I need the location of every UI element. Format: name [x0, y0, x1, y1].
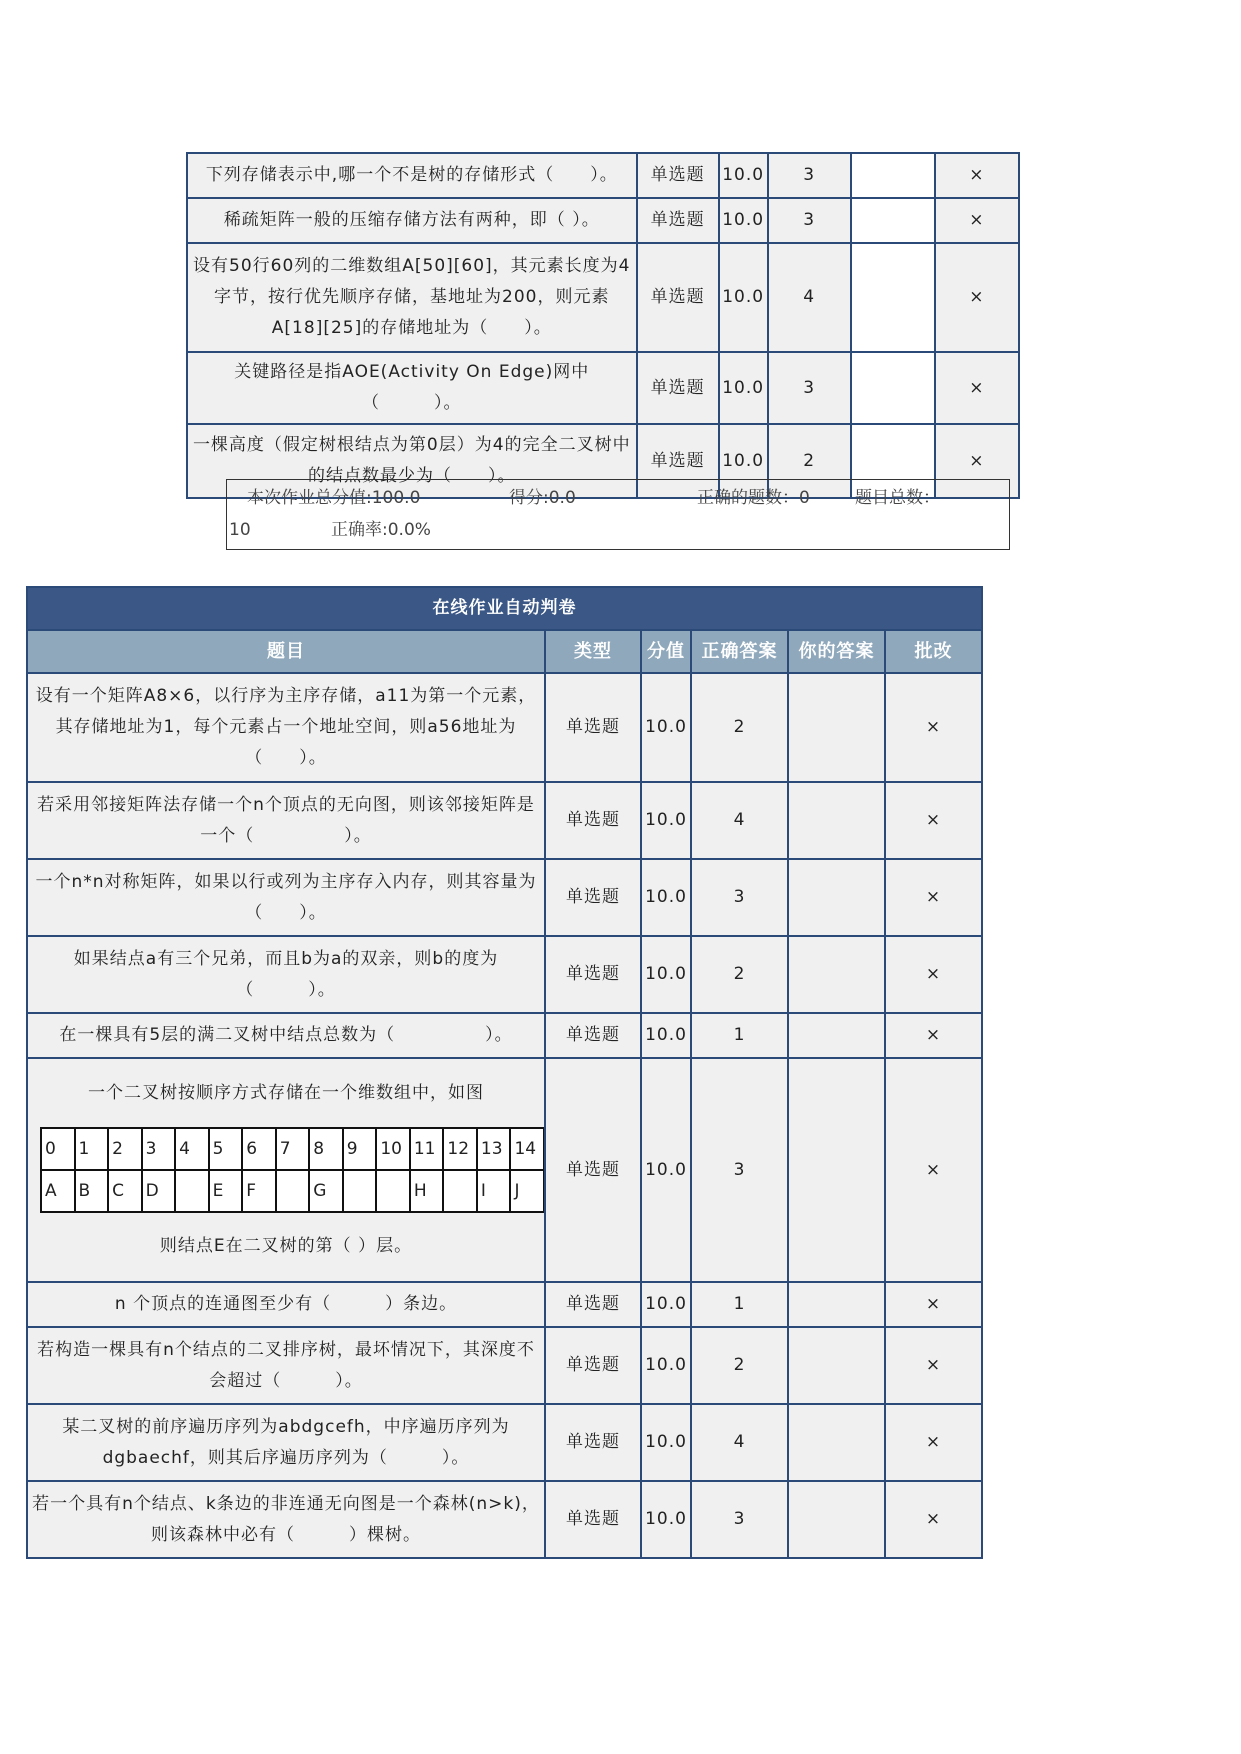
- question-type: 单选题: [545, 1282, 641, 1327]
- wrong-mark-icon: ×: [885, 1481, 982, 1558]
- wrong-mark-icon: ×: [935, 153, 1019, 198]
- question-score: 10.0: [641, 1481, 691, 1558]
- your-answer: [851, 352, 935, 424]
- header-correct-answer: 正确答案: [691, 630, 788, 673]
- table-row: [27, 859, 982, 936]
- question-text: 若采用邻接矩阵法存储一个n个顶点的无向图，则该邻接矩阵是一个（ ）。: [27, 782, 545, 859]
- your-answer: [788, 1282, 885, 1327]
- total-questions-label: 题目总数：: [855, 488, 940, 508]
- question-score: 10.0: [641, 782, 691, 859]
- question-type: 单选题: [545, 1327, 641, 1404]
- question-text: 下列存储表示中,哪一个不是树的存储形式（ ）。: [187, 153, 637, 198]
- array-index-cell: 0: [41, 1128, 75, 1170]
- question-score: 10.0: [719, 243, 768, 352]
- correct-answer: 3: [691, 1481, 788, 1558]
- array-index-cell: 4: [175, 1128, 209, 1170]
- array-value-cell: B: [75, 1170, 109, 1212]
- your-answer: [788, 936, 885, 1013]
- question-type: 单选题: [637, 424, 719, 498]
- correct-answer: 4: [691, 782, 788, 859]
- wrong-mark-icon: ×: [885, 936, 982, 1013]
- array-value-cell: E: [209, 1170, 243, 1212]
- correct-count-text: 正确的题数：0: [697, 488, 810, 508]
- question-score: 10.0: [641, 1013, 691, 1058]
- your-answer: [851, 243, 935, 352]
- wrong-mark-icon: ×: [885, 1327, 982, 1404]
- array-value-cell: A: [41, 1170, 75, 1212]
- question-text: [27, 1058, 545, 1282]
- question-text: 某二叉树的前序遍历序列为abdgcefh，中序遍历序列为dgbaechf，则其后序遍历序列为（ ）。: [27, 1404, 545, 1481]
- question-type: 单选题: [545, 1404, 641, 1481]
- question-type: 单选题: [545, 782, 641, 859]
- wrong-mark-icon: ×: [935, 352, 1019, 424]
- correct-answer: 2: [691, 1327, 788, 1404]
- array-index-cell: 7: [276, 1128, 310, 1170]
- score-summary: [226, 479, 1010, 550]
- table-row: [27, 782, 982, 859]
- array-diagram: [40, 1127, 545, 1213]
- correct-answer: 3: [768, 352, 851, 424]
- question-type: 单选题: [545, 859, 641, 936]
- question-text: n 个顶点的连通图至少有（ ）条边。: [27, 1282, 545, 1327]
- header-score: 分值: [641, 630, 691, 673]
- wrong-mark-icon: ×: [885, 782, 982, 859]
- table-row: [27, 1481, 982, 1558]
- wrong-mark-icon: ×: [935, 198, 1019, 243]
- array-index-cell: 14: [510, 1128, 544, 1170]
- table-title-row: [27, 587, 982, 630]
- your-answer: [851, 153, 935, 198]
- array-value-cell: C: [108, 1170, 142, 1212]
- wrong-mark-icon: ×: [885, 673, 982, 782]
- array-index-row: [41, 1128, 544, 1170]
- table-row: [187, 153, 1019, 198]
- your-answer: [788, 1404, 885, 1481]
- array-value-cell: J: [510, 1170, 544, 1212]
- array-index-cell: 10: [376, 1128, 410, 1170]
- wrong-mark-icon: ×: [885, 859, 982, 936]
- wrong-mark-icon: ×: [885, 1013, 982, 1058]
- question-type: 单选题: [545, 1013, 641, 1058]
- question-text: 若构造一棵具有n个结点的二叉排序树，最坏情况下，其深度不会超过（ ）。: [27, 1327, 545, 1404]
- your-answer: [788, 1481, 885, 1558]
- header-mark: 批改: [885, 630, 982, 673]
- question-text: 一个n*n对称矩阵，如果以行或列为主序存入内存，则其容量为（ ）。: [27, 859, 545, 936]
- your-answer: [788, 1058, 885, 1282]
- array-value-cell: H: [410, 1170, 444, 1212]
- array-value-cell: I: [477, 1170, 511, 1212]
- correct-answer: 2: [768, 424, 851, 498]
- array-index-cell: 13: [477, 1128, 511, 1170]
- question-text: 稀疏矩阵一般的压缩存储方法有两种，即（ ）。: [187, 198, 637, 243]
- wrong-mark-icon: ×: [935, 243, 1019, 352]
- array-index-cell: 5: [209, 1128, 243, 1170]
- question-text: 一棵高度（假定树根结点为第0层）为4的完全二叉树中的结点数最少为（ ）。: [187, 424, 637, 498]
- correct-answer: 3: [691, 1058, 788, 1282]
- array-index-cell: 6: [242, 1128, 276, 1170]
- question-score: 10.0: [719, 424, 768, 498]
- array-index-cell: 9: [343, 1128, 377, 1170]
- your-answer: [788, 782, 885, 859]
- obtained-score-text: 得分:0.0: [509, 488, 576, 508]
- table-title: 在线作业自动判卷: [27, 587, 982, 630]
- question-text: 若一个具有n个结点、k条边的非连通无向图是一个森林(n>k)，则该森林中必有（ ）棵树。: [27, 1481, 545, 1558]
- header-type: 类型: [545, 630, 641, 673]
- array-index-cell: 8: [309, 1128, 343, 1170]
- question-score: 10.0: [641, 673, 691, 782]
- question-text: 设有50行60列的二维数组A[50][60]，其元素长度为4字节，按行优先顺序存储，基地址为200，则元素A[18][25]的存储地址为（ ）。: [187, 243, 637, 352]
- array-value-row: [41, 1170, 544, 1212]
- correct-answer: 3: [691, 859, 788, 936]
- question-text: 在一棵具有5层的满二叉树中结点总数为（ ）。: [27, 1013, 545, 1058]
- question-score: 10.0: [719, 198, 768, 243]
- your-answer: [788, 1013, 885, 1058]
- total-questions-value: 10: [229, 520, 251, 540]
- table-row: [187, 198, 1019, 243]
- question-text: 设有一个矩阵A8×6，以行序为主序存储，a11为第一个元素，其存储地址为1，每个元素占一个地址空间，则a56地址为（ ）。: [27, 673, 545, 782]
- question-type: 单选题: [637, 243, 719, 352]
- table-row: [187, 352, 1019, 424]
- question-text: 如果结点a有三个兄弟，而且b为a的双亲，则b的度为（ ）。: [27, 936, 545, 1013]
- array-value-cell: [376, 1170, 410, 1212]
- table-row: [27, 1058, 982, 1282]
- array-value-cell: [443, 1170, 477, 1212]
- array-index-cell: 2: [108, 1128, 142, 1170]
- array-index-cell: 11: [410, 1128, 444, 1170]
- array-value-cell: [175, 1170, 209, 1212]
- question-text-outro: 则结点E在二叉树的第（ ）层。: [159, 1236, 413, 1256]
- table-row: [187, 243, 1019, 352]
- your-answer: [788, 859, 885, 936]
- wrong-mark-icon: ×: [885, 1404, 982, 1481]
- question-type: 单选题: [545, 1058, 641, 1282]
- array-index-cell: 12: [443, 1128, 477, 1170]
- array-value-cell: G: [309, 1170, 343, 1212]
- question-type: 单选题: [545, 673, 641, 782]
- your-answer: [851, 198, 935, 243]
- correct-answer: 1: [691, 1282, 788, 1327]
- correct-answer: 2: [691, 936, 788, 1013]
- array-value-cell: D: [142, 1170, 176, 1212]
- correct-answer: 4: [768, 243, 851, 352]
- question-score: 10.0: [641, 1058, 691, 1282]
- array-value-cell: [276, 1170, 310, 1212]
- question-type: 单选题: [637, 352, 719, 424]
- question-type: 单选题: [637, 198, 719, 243]
- array-index-cell: 1: [75, 1128, 109, 1170]
- table-row: [27, 936, 982, 1013]
- your-answer: [788, 673, 885, 782]
- array-value-cell: F: [242, 1170, 276, 1212]
- question-score: 10.0: [641, 1404, 691, 1481]
- question-text-intro: 一个二叉树按顺序方式存储在一个维数组中，如图: [88, 1083, 484, 1103]
- question-score: 10.0: [641, 936, 691, 1013]
- header-question: 题目: [27, 630, 545, 673]
- wrong-mark-icon: ×: [885, 1058, 982, 1282]
- question-score: 10.0: [641, 1327, 691, 1404]
- table-header-row: [27, 630, 982, 673]
- table-row: [27, 1404, 982, 1481]
- table-row: [27, 673, 982, 782]
- question-type: 单选题: [545, 936, 641, 1013]
- top-question-table: [186, 152, 1020, 499]
- question-text: 关键路径是指AOE(Activity On Edge)网中（ ）。: [187, 352, 637, 424]
- wrong-mark-icon: ×: [935, 424, 1019, 498]
- accuracy-text: 正确率:0.0%: [331, 520, 431, 540]
- question-score: 10.0: [719, 153, 768, 198]
- auto-grading-table: [26, 586, 983, 1559]
- correct-answer: 3: [768, 198, 851, 243]
- array-value-cell: [343, 1170, 377, 1212]
- correct-answer: 3: [768, 153, 851, 198]
- question-type: 单选题: [637, 153, 719, 198]
- table-row: [27, 1013, 982, 1058]
- array-index-cell: 3: [142, 1128, 176, 1170]
- correct-answer: 1: [691, 1013, 788, 1058]
- total-score-text: 本次作业总分值:100.0: [247, 488, 421, 508]
- correct-answer: 2: [691, 673, 788, 782]
- wrong-mark-icon: ×: [885, 1282, 982, 1327]
- question-score: 10.0: [641, 1282, 691, 1327]
- your-answer: [788, 1327, 885, 1404]
- question-type: 单选题: [545, 1481, 641, 1558]
- table-row: [27, 1282, 982, 1327]
- question-score: 10.0: [719, 352, 768, 424]
- table-row: [27, 1327, 982, 1404]
- header-your-answer: 你的答案: [788, 630, 885, 673]
- question-score: 10.0: [641, 859, 691, 936]
- correct-answer: 4: [691, 1404, 788, 1481]
